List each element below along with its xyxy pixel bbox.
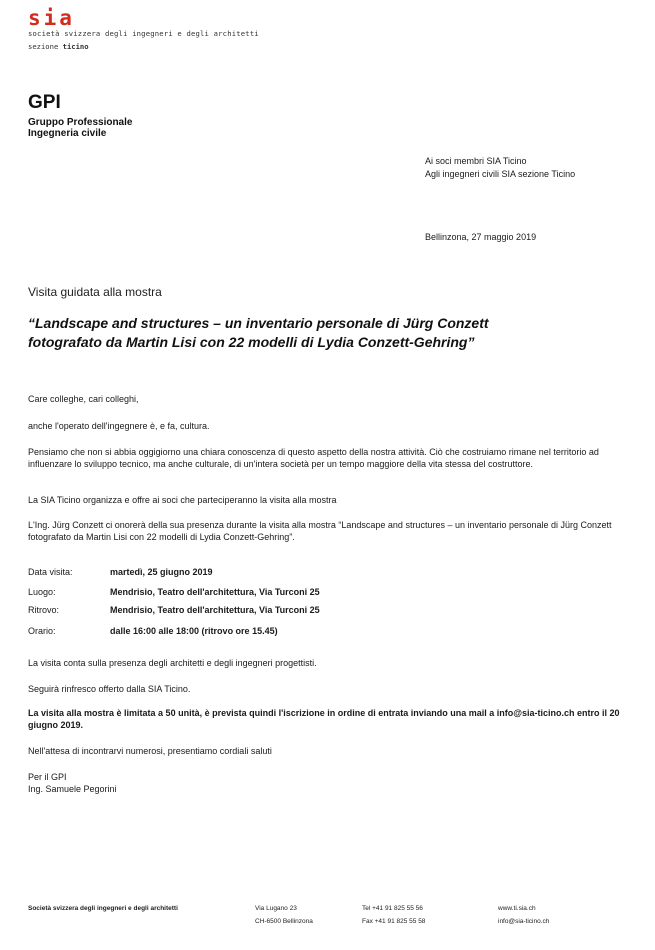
footer-email-link[interactable]: info@sia-ticino.ch xyxy=(498,918,550,925)
letter-date: Bellinzona, 27 maggio 2019 xyxy=(425,232,537,242)
footer-address-line-1: Via Lugano 23 xyxy=(255,905,297,912)
sia-logo: sia xyxy=(28,6,75,30)
group-subtitle xyxy=(28,117,132,139)
paragraph-4: L'Ing. Jürg Conzett ci onorerà della sua presenza durante la visita alla mostra “Landscape and structures – un inventario personale di Jürg Conzett fotografato da Martin Lisi con 22 modelli di Lydia Conzett-Gehring”. xyxy=(28,520,612,542)
footer-address-line-2: CH-6500 Bellinzona xyxy=(255,918,313,925)
detail-label-meeting: Ritrovo: xyxy=(28,605,60,615)
footer-phone xyxy=(362,902,425,928)
recipient-line: Agli ingegneri civili SIA sezione Ticino xyxy=(425,169,576,179)
detail-value-time: dalle 16:00 alle 18:00 (ritrovo ore 15.45) xyxy=(110,626,278,636)
paragraph-2: Pensiamo che non si abbia oggigiorno una chiara conoscenza di questo aspetto della nostra attività. Ciò che costruiamo rimane nel territorio ad influenzare lo sviluppo tecnico, ma anche culturale, di un'intera società per un tempo maggiore della vita stessa del costruttore. xyxy=(28,447,599,469)
footer-contacts xyxy=(498,902,549,928)
group-subtitle-line-1: Gruppo Professionale xyxy=(28,117,133,128)
signature-line-2: Ing. Samuele Pegorini xyxy=(28,784,117,794)
footer-web-link[interactable]: www.ti.sia.ch xyxy=(498,905,536,912)
signature xyxy=(28,771,628,795)
detail-label-date: Data visita: xyxy=(28,567,73,577)
group-title: GPI xyxy=(28,92,61,113)
signature-line-1: Per il GPI xyxy=(28,772,67,782)
paragraph-6: Seguirà rinfresco offerto dalla SIA Ticino. xyxy=(28,684,191,694)
paragraph-3: La SIA Ticino organizza e offre ai soci che parteciperanno la visita alla mostra xyxy=(28,495,337,505)
paragraph-5: La visita conta sulla presenza degli architetti e degli ingegneri progettisti. xyxy=(28,658,317,668)
section-prefix: sezione xyxy=(28,42,59,51)
subject-intro: Visita guidata alla mostra xyxy=(28,285,162,299)
paragraph-1: anche l'operato dell'ingegnere è, e fa, cultura. xyxy=(28,421,210,431)
detail-value-place: Mendrisio, Teatro dell'architettura, Via Turconi 25 xyxy=(110,587,320,597)
recipients xyxy=(425,155,575,181)
footer-address xyxy=(255,902,313,928)
group-subtitle-line-2: Ingegneria civile xyxy=(28,128,107,139)
detail-value-date: martedì, 25 giugno 2019 xyxy=(110,567,213,577)
exhibition-title-line-2: fotografato da Martin Lisi con 22 modelli di Lydia Conzett-Gehring” xyxy=(28,334,475,350)
paragraph-closing: Nell'attesa di incontrarvi numerosi, presentiamo cordiali saluti xyxy=(28,746,272,756)
section-name: ticino xyxy=(62,42,89,51)
section-line xyxy=(28,42,89,51)
detail-label-place: Luogo: xyxy=(28,587,56,597)
detail-label-time: Orario: xyxy=(28,626,56,636)
exhibition-title xyxy=(28,314,618,352)
footer-tel: Tel +41 91 825 55 56 xyxy=(362,905,423,912)
footer-org: Società svizzera degli ingegneri e degli architetti xyxy=(28,905,178,912)
detail-value-meeting: Mendrisio, Teatro dell'architettura, Via Turconi 25 xyxy=(110,605,320,615)
org-name: società svizzera degli ingegneri e degli architetti xyxy=(28,29,259,38)
recipient-line: Ai soci membri SIA Ticino xyxy=(425,156,527,166)
greeting: Care colleghe, cari colleghi, xyxy=(28,394,139,404)
footer-fax: Fax +41 91 825 55 58 xyxy=(362,918,426,925)
exhibition-title-line-1: “Landscape and structures – un inventario personale di Jürg Conzett xyxy=(28,315,489,331)
paragraph-registration: La visita alla mostra è limitata a 50 unità, è prevista quindi l'iscrizione in ordine di entrata inviando una mail a info@sia-ticino.ch entro il 20 giugno 2019. xyxy=(28,708,620,730)
